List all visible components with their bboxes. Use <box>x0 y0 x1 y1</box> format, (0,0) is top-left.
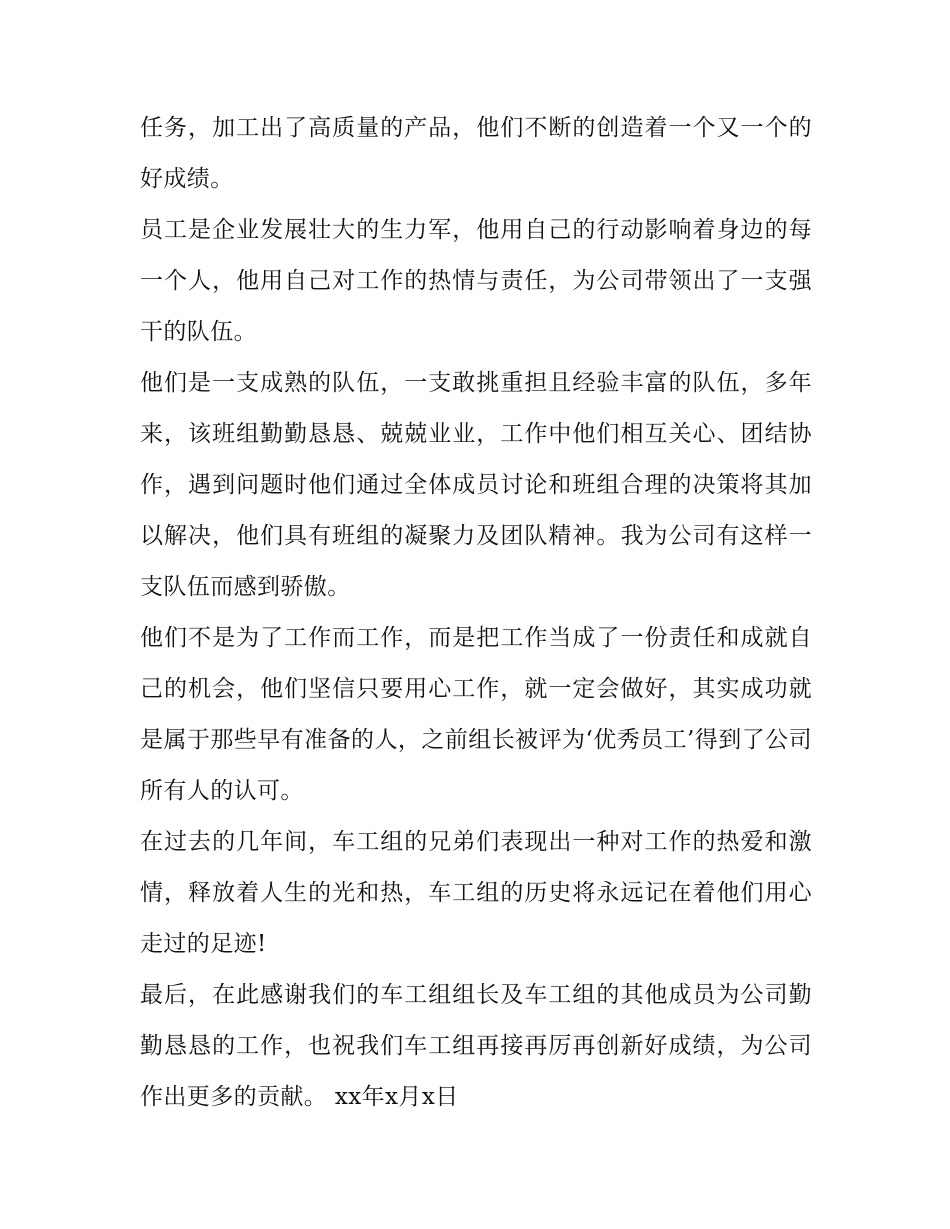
paragraph-4: 他们不是为了工作而工作，而是把工作当成了一份责任和成就自己的机会，他们坚信只要用心工作，就一定会做好，其实成功就是属于那些早有准备的人，之前组长被评为‘优秀员工’得到了公司所有人的认可。 <box>140 625 812 804</box>
paragraph-5: 在过去的几年间，车工组的兄弟们表现出一种对工作的热爱和激情，释放着人生的光和热，车工组的历史将永远记在着他们用心走过的足迹! <box>140 829 812 957</box>
document-body <box>140 103 812 1123</box>
paragraph-3: 他们是一支成熟的队伍，一支敢挑重担且经验丰富的队伍，多年来，该班组勤勤恳恳、兢兢业业，工作中他们相互关心、团结协作，遇到问题时他们通过全体成员讨论和班组合理的决策将其加以解决，他们具有班组的凝聚力及团队精神。我为公司有这样一支队伍而感到骄傲。 <box>140 370 812 600</box>
paragraph-6: 最后，在此感谢我们的车工组组长及车工组的其他成员为公司勤勤恳恳的工作，也祝我们车工组再接再厉再创新好成绩，为公司作出更多的贡献。 xx年x月x日 <box>140 982 812 1110</box>
paragraph-2: 员工是企业发展壮大的生力军，他用自己的行动影响着身边的每一个人，他用自己对工作的热情与责任，为公司带领出了一支强干的队伍。 <box>140 217 812 345</box>
paragraph-1: 任务，加工出了高质量的产品，他们不断的创造着一个又一个的好成绩。 <box>140 115 812 192</box>
